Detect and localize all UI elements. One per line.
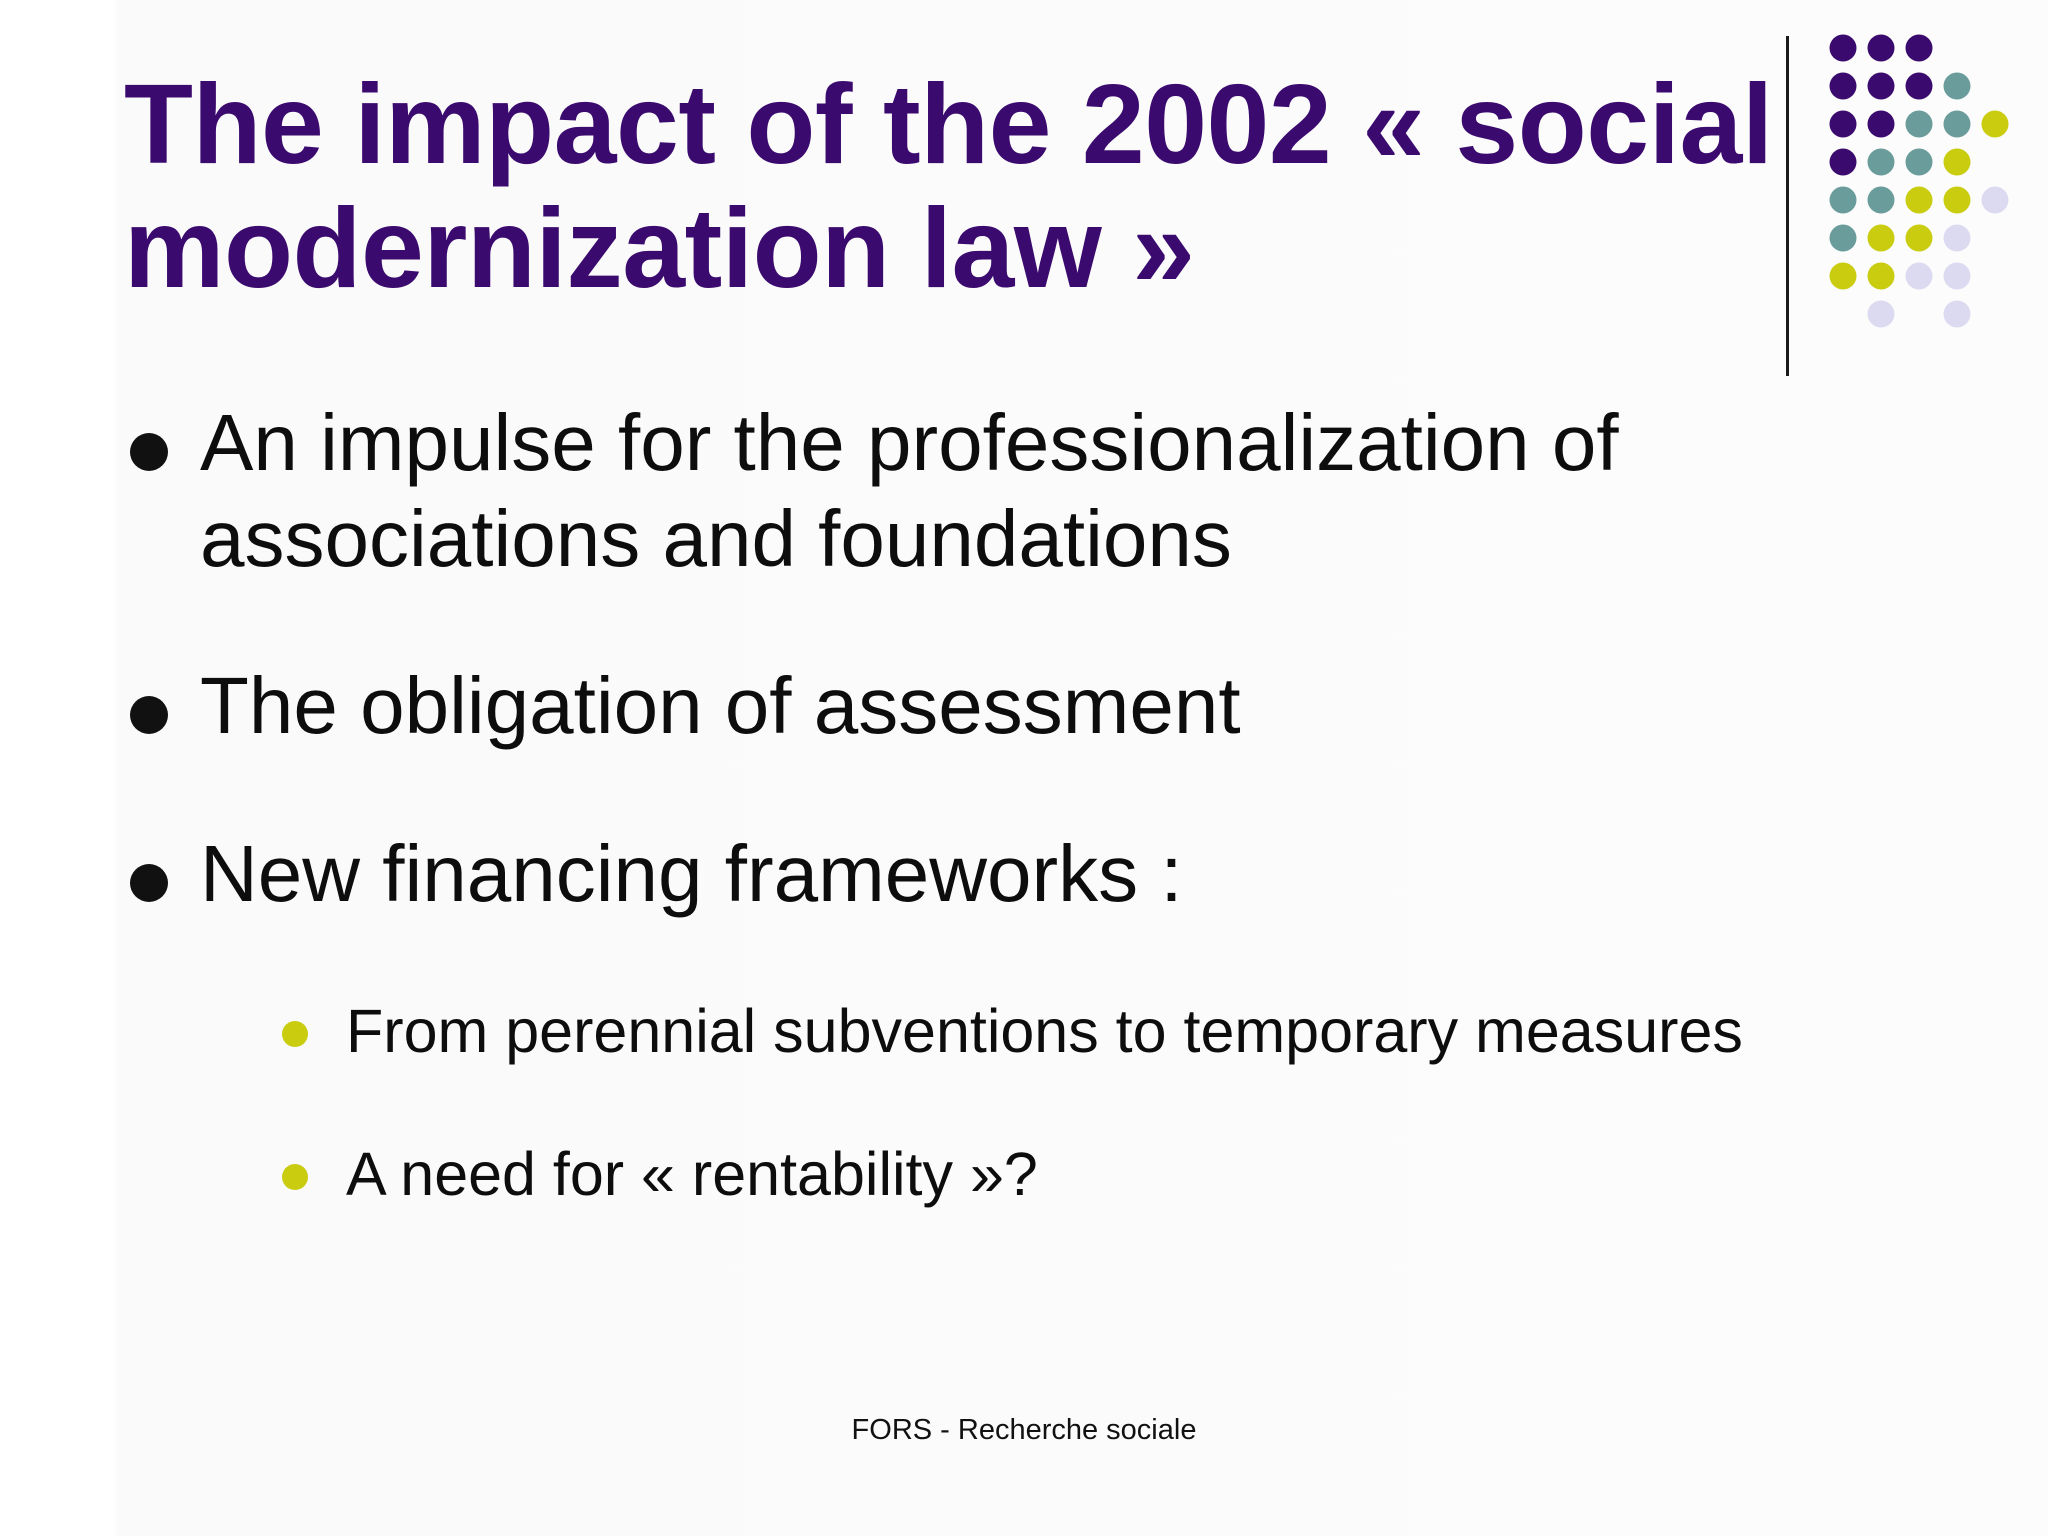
- decoration-dot-purple: [1830, 111, 1857, 138]
- sub-bullet-dot-icon: [282, 1164, 308, 1190]
- bullet-item-2: [200, 658, 1760, 754]
- decoration-dot-teal: [1906, 149, 1933, 176]
- decoration-dot-teal: [1830, 187, 1857, 214]
- sub-bullet-item-1-text: From perennial subventions to temporary measures: [346, 997, 1743, 1065]
- slide-footer: FORS - Recherche sociale: [851, 1414, 1197, 1446]
- bullet-item-1: [200, 395, 1760, 587]
- decoration-dot-lavender: [1982, 187, 2009, 214]
- decoration-dot-lavender: [1868, 301, 1895, 328]
- decoration-dot-teal: [1868, 187, 1895, 214]
- bullet-item-1-line-1: An impulse for the professionalization of: [200, 398, 1619, 487]
- decoration-dot-lime: [1944, 149, 1971, 176]
- decoration-dot-teal: [1944, 111, 1971, 138]
- decoration-dot-purple: [1830, 35, 1857, 62]
- decoration-dot-lavender: [1944, 263, 1971, 290]
- decoration-dot-purple: [1868, 111, 1895, 138]
- title-divider: [1786, 36, 1789, 376]
- decoration-dot-lavender: [1944, 301, 1971, 328]
- decoration-dot-teal: [1868, 149, 1895, 176]
- decoration-dot-purple: [1906, 35, 1933, 62]
- decoration-dot-purple: [1830, 73, 1857, 100]
- decoration-dot-purple: [1830, 149, 1857, 176]
- decoration-dot-teal: [1944, 73, 1971, 100]
- decoration-dot-purple: [1906, 73, 1933, 100]
- sub-bullet-item-2: [346, 1138, 1946, 1210]
- decoration-dot-lime: [1982, 111, 2009, 138]
- decoration-dot-purple: [1868, 73, 1895, 100]
- bullet-item-1-line-2: associations and foundations: [200, 494, 1232, 583]
- decoration-dot-purple: [1868, 35, 1895, 62]
- decoration-dot-lime: [1944, 187, 1971, 214]
- decoration-dot-lime: [1906, 225, 1933, 252]
- decoration-dot-lavender: [1944, 225, 1971, 252]
- bullet-item-3: [200, 826, 1760, 922]
- slide-title-line-2: modernization law »: [124, 185, 1195, 311]
- sub-bullet-dot-icon: [282, 1021, 308, 1047]
- decoration-dot-lime: [1830, 263, 1857, 290]
- sub-bullet-item-1: [346, 995, 1946, 1067]
- decoration-dot-teal: [1830, 225, 1857, 252]
- slide-title: [124, 61, 1773, 311]
- decoration-dot-teal: [1906, 111, 1933, 138]
- decoration-dot-lavender: [1906, 263, 1933, 290]
- decoration-dot-lime: [1868, 263, 1895, 290]
- bullet-dot-icon: [130, 864, 168, 902]
- sub-bullet-item-2-text: A need for « rentability »?: [346, 1140, 1038, 1208]
- bullet-item-3-line-1: New financing frameworks :: [200, 829, 1183, 918]
- bullet-dot-icon: [130, 433, 168, 471]
- slide-title-line-1: The impact of the 2002 « social: [124, 61, 1773, 187]
- decoration-dot-lime: [1868, 225, 1895, 252]
- decoration-dot-lime: [1906, 187, 1933, 214]
- bullet-item-2-line-1: The obligation of assessment: [200, 661, 1241, 750]
- bullet-dot-icon: [130, 696, 168, 734]
